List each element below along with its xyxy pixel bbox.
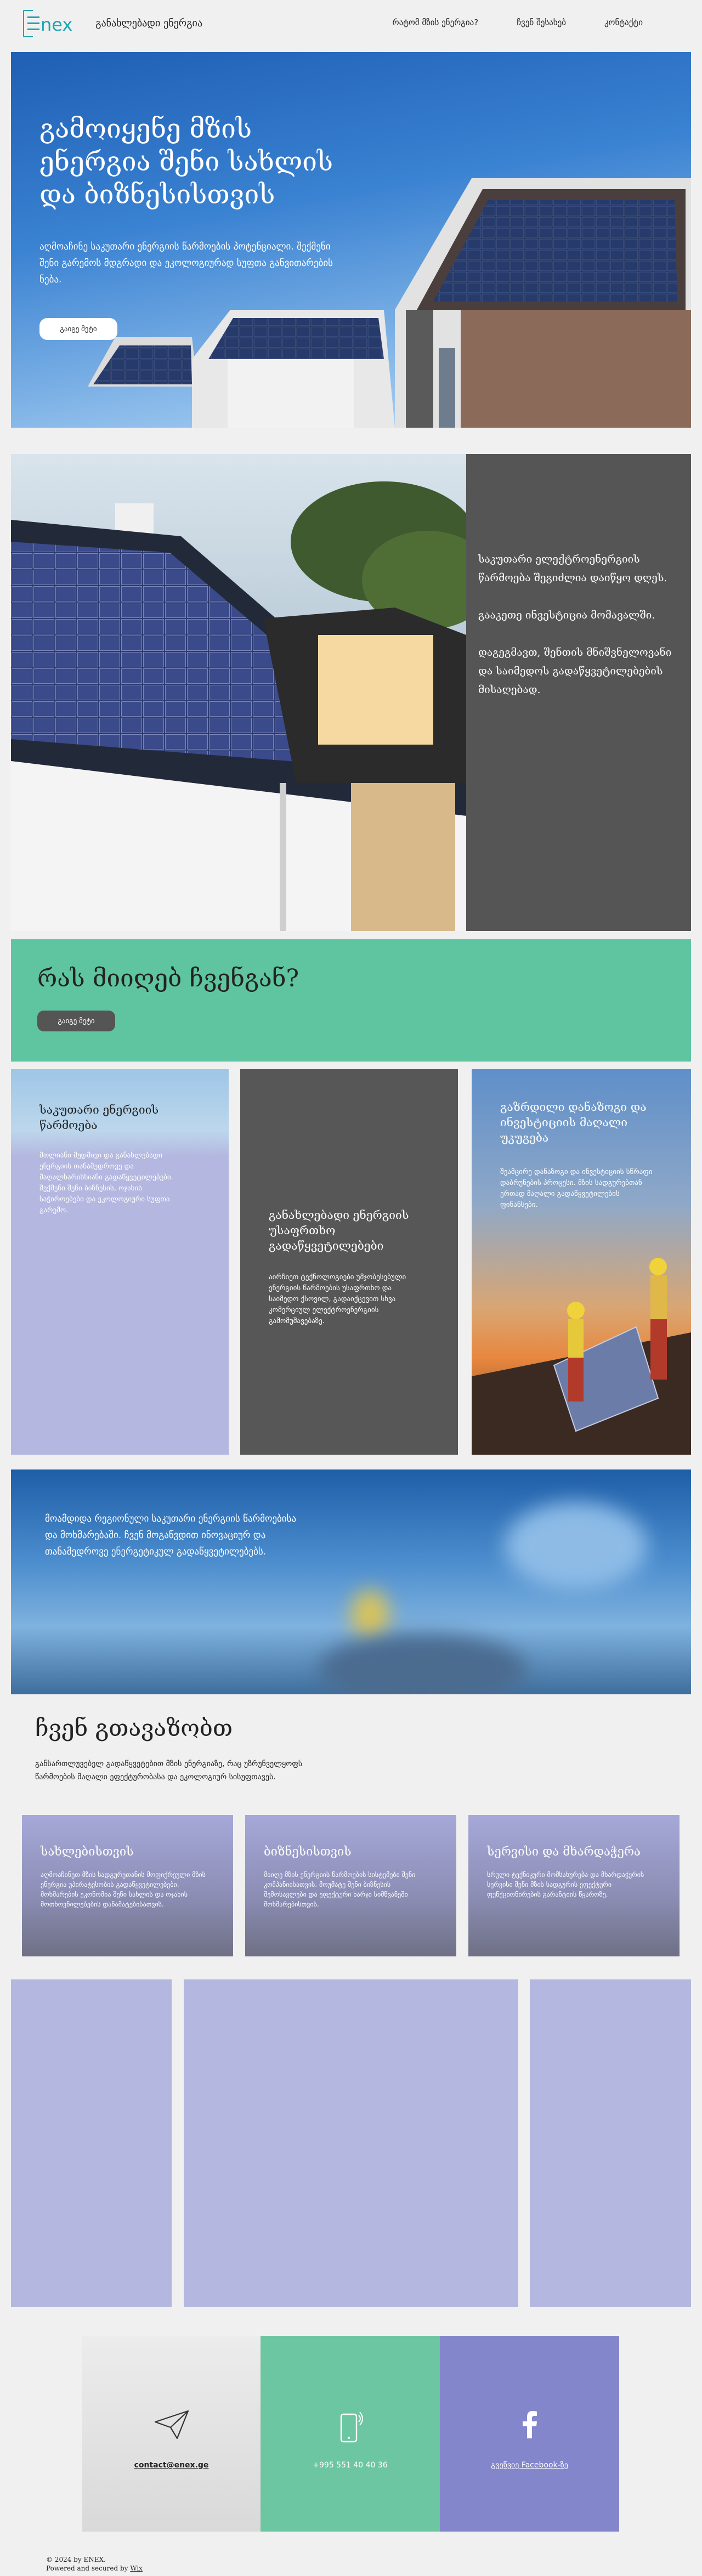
- paper-plane-icon: [154, 2410, 189, 2439]
- benefit-card-title: განახლებადი ენერგიის უსაფრთხო გადაწყვეტილებები: [269, 1208, 409, 1252]
- feature-point: დაგეგმავთ, შენთის მნიშვნელოვანი და საიმედოს გადაწყვეტილებების მისაღებად.: [478, 646, 672, 696]
- benefit-card: [11, 1069, 229, 1455]
- service-card: [468, 1815, 680, 1956]
- enex-logo[interactable]: [22, 8, 83, 39]
- benefit-card: [472, 1069, 691, 1455]
- services-title: ჩვენ გთავაზობთ: [35, 1715, 233, 1741]
- benefit-card-text: აირჩიეთ ტექნოლოგიები უმჯობესებული ენერგიის წარმოების უსაფრთხო და საიმედო ქსოვილ, გადაიქცევით სხვა კომერციულ ელექტროენერგიის გამომუშავებაზე.: [269, 1273, 406, 1325]
- hero-learn-more-button[interactable]: გაიგე მეტი: [39, 318, 117, 340]
- feature-point: გააკეთე ინვესტიცია მომავალში.: [478, 609, 655, 621]
- benefit-cards: [11, 1069, 691, 1455]
- contact-phone-tile[interactable]: [261, 2336, 440, 2532]
- blurred-panel-image: [318, 1634, 526, 1694]
- powered-by-line: [46, 2564, 143, 2573]
- nav-contact[interactable]: კონტაქტი: [604, 18, 643, 27]
- contact-email-tile[interactable]: [82, 2336, 261, 2532]
- svg-text:nex: nex: [41, 14, 73, 35]
- feature-text-panel: [466, 454, 691, 931]
- contact-section: [0, 2317, 702, 2576]
- hero-title: გამოიყენე მზის ენერგია შენი სახლის და ბიზნესისთვის: [39, 114, 333, 210]
- service-card-text: მიიღე მზის ენერგიის წარმოების სისტემები შენი კომპანიისათვის. მოუმატე შენი ბიზნესის შემოსავლები და ეფექტური ხარჯი სიმწვანეში მოხმარებისთვის.: [264, 1871, 416, 1908]
- offer-banner: [11, 939, 691, 1062]
- services-subtitle: განსართლუვებელ გადაწყვეტებით მზის ენერგიაზე, რაც უზრუნველყოფს წარმოების მაღალი ეფექტურობასა და ეკოლოგიურ სისუფთავეს.: [35, 1760, 303, 1781]
- site-header: [0, 0, 702, 47]
- benefit-card-title: გაზრდილი დანაზოგი და ინვესტიციის მაღალი უკუგება: [500, 1100, 647, 1144]
- site-tagline: განახლებადი ენერგია: [95, 18, 202, 29]
- hero-text: აღმოაჩინე საკუთარი ენერგიის წარმოების პოტენციალი. შექმენი შენი გარემოს მდგრადი და ეკოლოგიურად სუფთა განვითარების ნება.: [39, 241, 333, 285]
- service-card-title: ბიზნესისთვის: [264, 1845, 352, 1859]
- wix-link[interactable]: Wix: [130, 2564, 143, 2572]
- service-card-title: სერვისი და მხარდაჭერა: [487, 1845, 641, 1859]
- main-nav: [393, 18, 643, 27]
- contact-email-link[interactable]: contact@enex.ge: [134, 2461, 209, 2470]
- gallery-tile: [11, 1979, 172, 2307]
- gallery-tile: [184, 1979, 518, 2307]
- benefit-card-text: შეამცირე დანაზოგი და ინვესტიციის სწრაფი დაბრუნების პროცესი. მზის სადგურებთან ერთად მაღალი გადაწყვეტილების ფინანსები.: [500, 1168, 653, 1209]
- nav-about-us[interactable]: ჩვენ შესახებ: [517, 18, 567, 27]
- service-card-text: სრული ტექნიკური მომსახურება და მხარდაჭერის სერვისი შენი მზის სადგურის ეფექტური ფუნქციონირების გარანტიის წყაროზე.: [487, 1871, 644, 1898]
- blurred-sky-image: [505, 1502, 647, 1590]
- gallery-tile: [530, 1979, 691, 2307]
- mission-banner: [11, 1469, 691, 1694]
- solar-roof-house-image: [11, 454, 466, 931]
- feature-point: საკუთარი ელექტროენერგიის წარმოება შეგიძლია დაიწყო დღეს.: [478, 553, 667, 584]
- benefit-card-title: საკუთარი ენერგიის წარმოება: [39, 1103, 159, 1132]
- contact-phone-number[interactable]: +995 551 40 40 36: [313, 2461, 388, 2470]
- service-card-text: აღმოაჩინეთ მზის სადგურეთანის მოფიქრეული მზის ენერგია უპირატესობის გადაწყვეტილებები. მოხმარების ეკონომია შენი სახლის და ოჯახის მოთხოვნილებების დანამატებისათვის.: [41, 1871, 206, 1908]
- benefit-card: [240, 1069, 458, 1455]
- benefit-card-text: მთლიანი მუდმივი და განახლებადი ენერგიის თანამედროვე და მაღალხარისხიანი გადაწყვეტილებები. შექმენი შენი ბიზნესის, ოჯახის საჭიროებები და ეკოლოგიური სუფთა გარემო.: [39, 1151, 173, 1215]
- service-card: [22, 1815, 233, 1956]
- facebook-icon: [522, 2410, 538, 2438]
- copyright-text: © 2024 by ENEX.: [46, 2556, 106, 2563]
- service-card-title: სახლებისთვის: [41, 1845, 134, 1859]
- feature-section: [11, 454, 691, 931]
- contact-facebook-link[interactable]: გვეწვიე Facebook-ზე: [491, 2461, 568, 2470]
- hero-section: [11, 52, 691, 428]
- blurred-worker-image: [351, 1590, 389, 1639]
- phone-icon: [337, 2410, 364, 2444]
- offer-title: რას მიიღებ ჩვენგან?: [37, 964, 299, 992]
- mission-text: მოამდიდა რეგიონული საკუთარი ენერგიის წარმოებისა და მოხმარებაში. ჩვენ მოგაწვდით ინოვაციურ და თანამედროვე ენერგეტიკულ გადაწყვეტილებებს.: [45, 1513, 297, 1557]
- nav-why-solar[interactable]: რატომ მზის ენერგია?: [392, 18, 479, 27]
- offer-learn-more-button[interactable]: გაიგე მეტი: [37, 1011, 115, 1031]
- powered-by-text: Powered and secured by: [46, 2564, 131, 2572]
- site-footer: [46, 2555, 143, 2573]
- service-card: [245, 1815, 456, 1956]
- contact-facebook-tile[interactable]: [440, 2336, 619, 2532]
